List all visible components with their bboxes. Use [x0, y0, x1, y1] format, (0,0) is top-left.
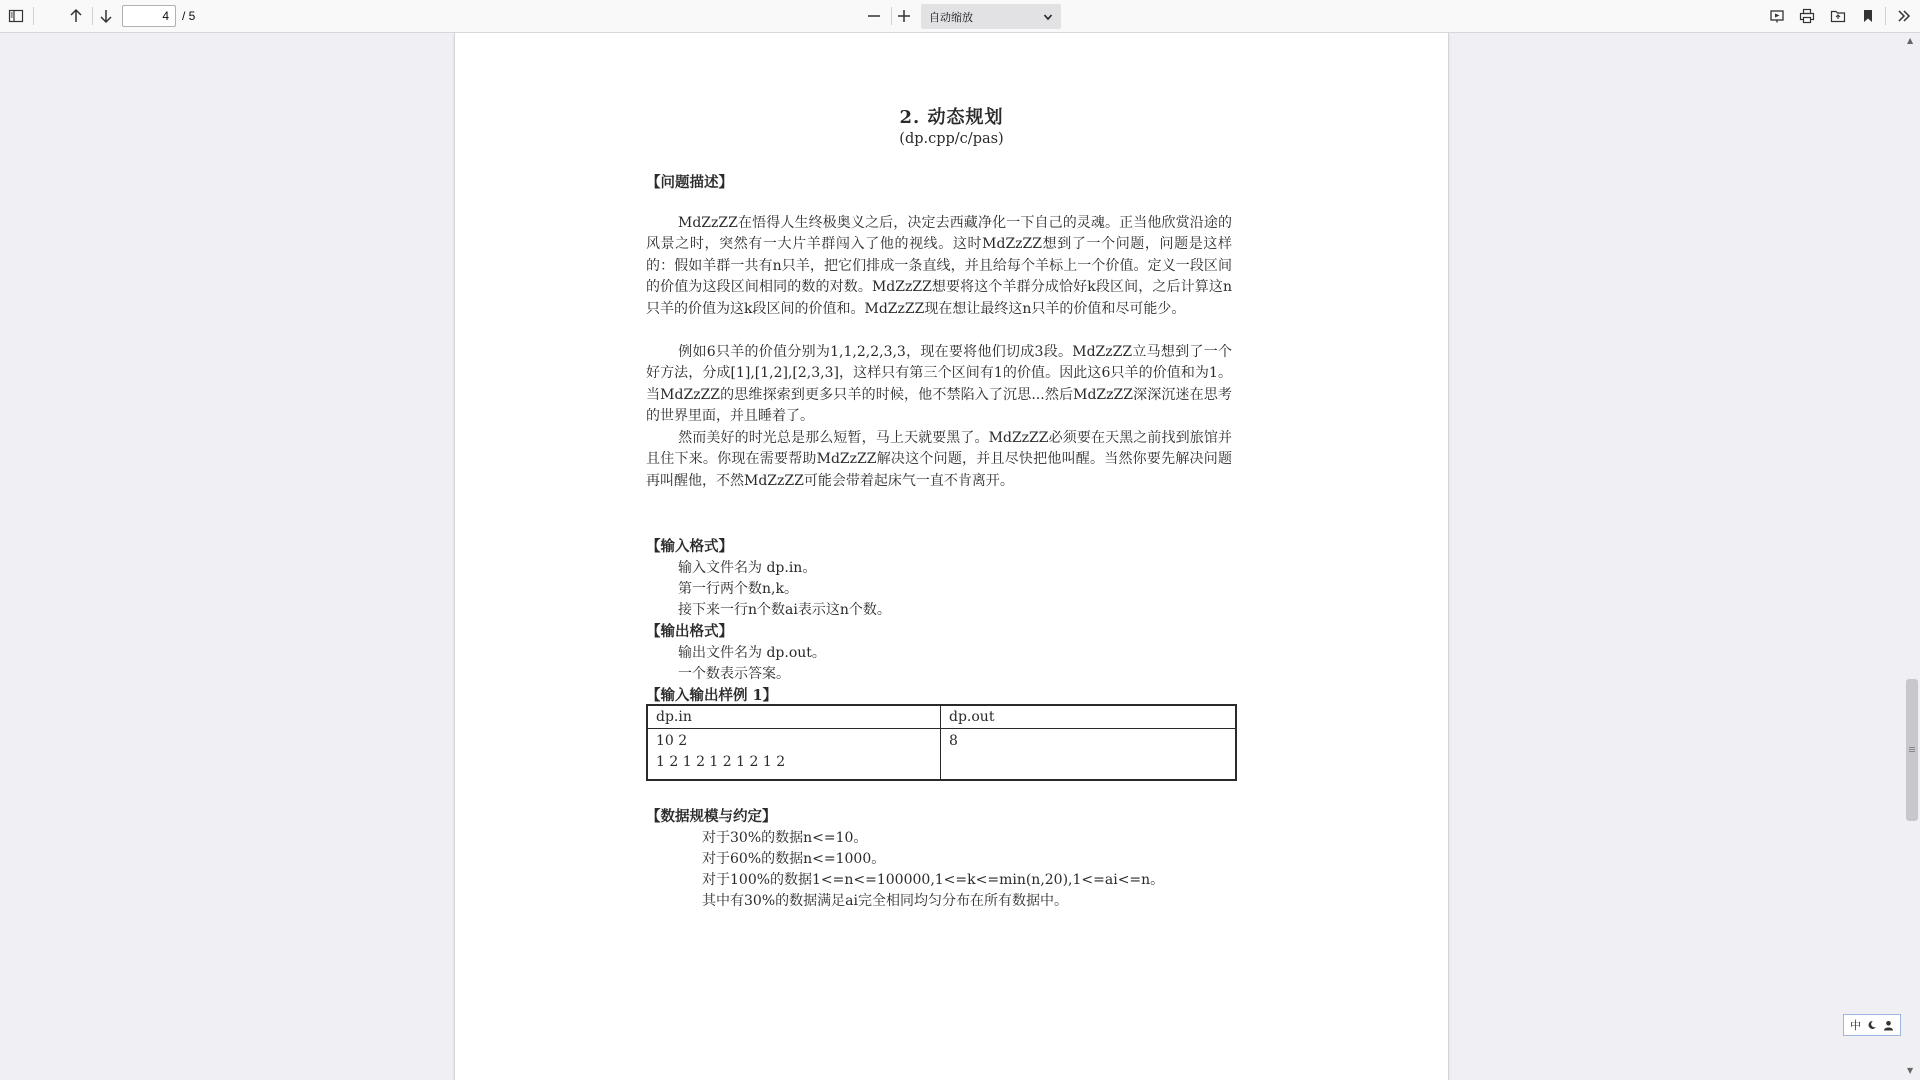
sidebar-toggle-icon	[8, 8, 24, 24]
bookmark-button[interactable]	[1856, 4, 1880, 28]
toolbar-divider	[33, 7, 34, 25]
output-format-line: 输出文件名为 dp.out。	[678, 645, 826, 661]
print-icon	[1799, 8, 1815, 24]
zoom-in-icon	[896, 8, 912, 24]
user-icon[interactable]	[1883, 1020, 1894, 1031]
input-format-line: 输入文件名为 dp.in。	[678, 560, 817, 576]
toolbar-divider	[92, 7, 93, 25]
previous-page-button[interactable]	[64, 4, 88, 28]
presentation-mode-button[interactable]	[1765, 4, 1789, 28]
sample-input-line: 10 2	[656, 733, 688, 749]
constraint-line: 对于100%的数据1<=n<=100000,1<=k<=min(n,20),1<=ai<=n。	[702, 872, 1165, 888]
constraint-line: 对于60%的数据n<=1000。	[702, 851, 886, 867]
sample-input-line: 1 2 1 2 1 2 1 2 1 2	[656, 754, 786, 770]
sample-heading: 【输入输出样例 1】	[646, 687, 778, 704]
grip-icon	[1909, 749, 1915, 750]
open-file-button[interactable]	[1826, 4, 1850, 28]
problem-title: 2. 动态规划	[899, 107, 1004, 128]
document-viewer[interactable]	[0, 33, 1920, 1080]
table-header-row	[647, 705, 1236, 729]
table-row	[647, 729, 1236, 781]
next-page-button[interactable]	[94, 4, 118, 28]
scrollbar-thumb[interactable]	[1906, 679, 1918, 821]
toolbar-divider	[1885, 7, 1886, 25]
page-number-input[interactable]	[122, 5, 176, 27]
constraint-line: 对于30%的数据n<=10。	[702, 830, 868, 846]
zoom-in-button[interactable]	[892, 4, 916, 28]
output-format-line: 一个数表示答案。	[678, 666, 790, 682]
description-paragraph-2: 例如6只羊的价值分别为1,1,2,2,3,3，现在要将他们切成3段。MdZzZZ立马想到了一个好方法，分成[1],[1,2],[2,3,3]，这样只有第三个区间有1的价值。因此这6只羊的价值和为1。当MdZzZZ的思维探索到更多只羊的时候，他不禁陷入了沉思...然后MdZzZZ深深沉迷在思考的世界里面，并且睡着了。	[646, 344, 1232, 425]
vertical-scrollbar[interactable]	[1903, 33, 1920, 1080]
input-format-line: 第一行两个数n,k。	[678, 581, 798, 597]
pdf-page	[455, 33, 1448, 1080]
arrow-up-icon	[68, 8, 84, 24]
ime-status-bar[interactable]	[1843, 1014, 1901, 1036]
zoom-out-icon	[866, 8, 882, 24]
constraint-line: 其中有30%的数据满足ai完全相同均匀分布在所有数据中。	[702, 893, 1068, 909]
sample-input-cell	[647, 729, 941, 781]
presentation-icon	[1769, 8, 1785, 24]
chevron-down-icon	[1043, 12, 1053, 22]
output-format-heading: 【输出格式】	[646, 623, 733, 640]
print-button[interactable]	[1795, 4, 1819, 28]
constraints-heading: 【数据规模与约定】	[646, 808, 777, 825]
table-header-cell: dp.in	[647, 705, 941, 729]
description-heading: 【问题描述】	[646, 174, 733, 191]
pdf-toolbar	[0, 0, 1920, 33]
double-chevron-right-icon	[1896, 8, 1912, 24]
problem-file-names: (dp.cpp/c/pas)	[899, 131, 1004, 147]
zoom-select[interactable]	[921, 4, 1061, 29]
moon-icon[interactable]	[1867, 1020, 1877, 1030]
description-paragraph-3: 然而美好的时光总是那么短暂，马上天就要黑了。MdZzZZ必须要在天黑之前找到旅馆并且住下来。你现在需要帮助MdZzZZ解决这个问题，并且尽快把他叫醒。当然你要先解决问题再叫醒他，不然MdZzZZ可能会带着起床气一直不肯离开。	[646, 430, 1232, 489]
zoom-select-value: 自动缩放	[929, 10, 973, 24]
sidebar-toggle-button[interactable]	[4, 4, 28, 28]
sample-io-table	[646, 704, 1237, 781]
bookmark-icon	[1860, 8, 1876, 24]
scroll-down-arrow-icon[interactable]: ▼	[1907, 1066, 1914, 1075]
scroll-up-arrow-icon[interactable]: ▲	[1907, 36, 1914, 45]
zoom-out-button[interactable]	[862, 4, 886, 28]
arrow-down-icon	[98, 8, 114, 24]
grip-icon	[1909, 751, 1915, 752]
tools-menu-button[interactable]	[1892, 4, 1916, 28]
table-header-cell: dp.out	[941, 705, 1237, 729]
page-count-label: / 5	[182, 9, 196, 23]
input-format-heading: 【输入格式】	[646, 538, 733, 555]
sample-output-cell: 8	[941, 729, 1237, 781]
ime-mode-label[interactable]: 中	[1850, 1019, 1861, 1032]
grip-icon	[1909, 747, 1915, 748]
description-paragraph-1: MdZzZZ在悟得人生终极奥义之后，决定去西藏净化一下自己的灵魂。正当他欣赏沿途的风景之时，突然有一大片羊群闯入了他的视线。这时MdZzZZ想到了一个问题，问题是这样的：假如羊群一共有n只羊，把它们排成一条直线，并且给每个羊标上一个价值。定义一段区间的价值为这段区间相同的数的对数。MdZzZZ想要将这个羊群分成恰好k段区间，之后计算这n只羊的价值为这k段区间的价值和。MdZzZZ现在想让最终这n只羊的价值和尽可能少。	[646, 215, 1232, 317]
input-format-line: 接下来一行n个数ai表示这n个数。	[678, 602, 891, 618]
open-file-icon	[1830, 8, 1846, 24]
